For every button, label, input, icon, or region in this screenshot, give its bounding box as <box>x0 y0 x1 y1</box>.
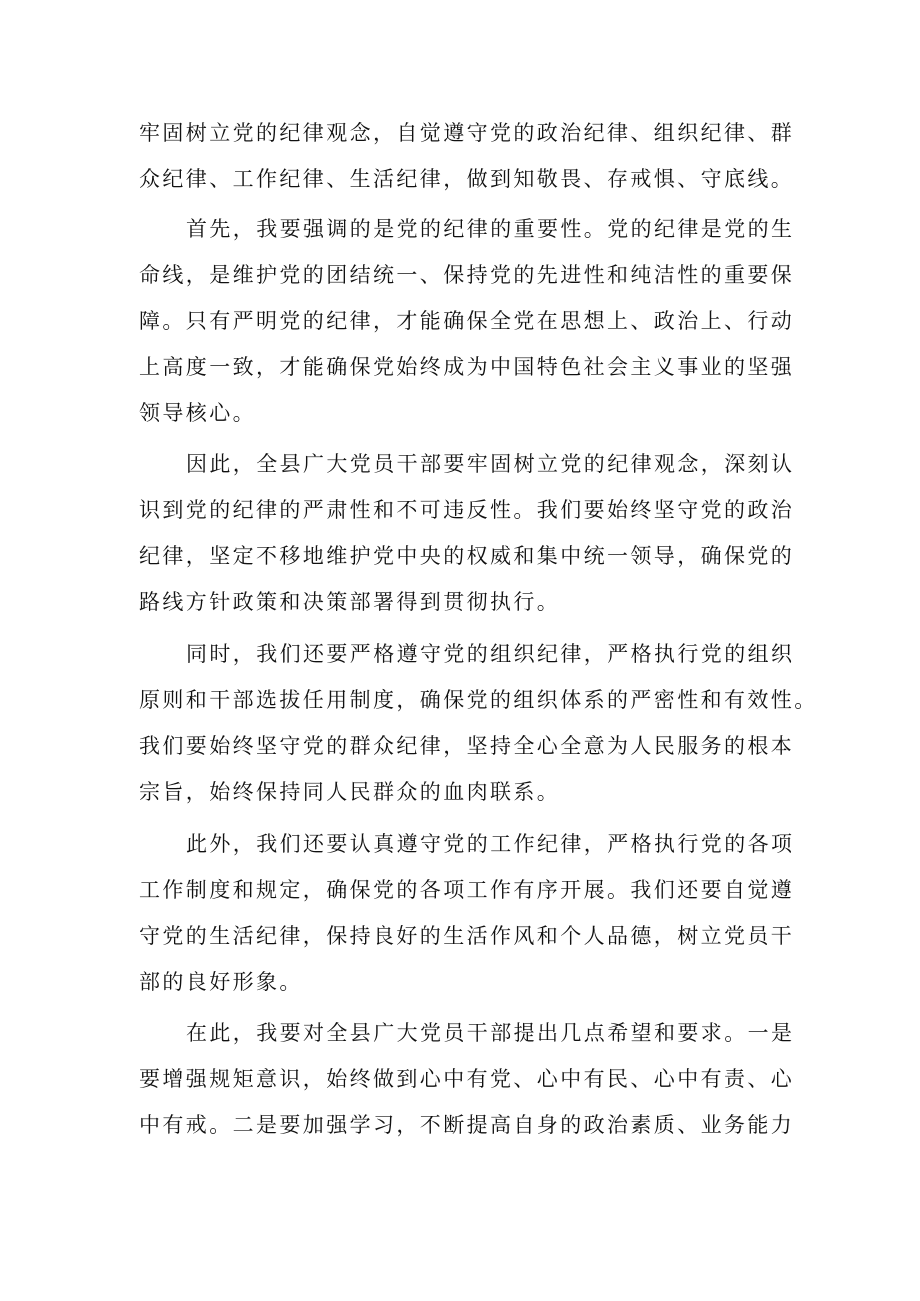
paragraph-4-line-3: 我们要始终坚守党的群众纪律，坚持全心全意为人民服务的根本 <box>139 734 795 758</box>
paragraph-5-line-1: 此外，我们还要认真遵守党的工作纪律，严格执行党的各项 <box>186 832 795 856</box>
paragraph-6-line-2: 要增强规矩意识，始终做到心中有党、心中有民、心中有责、心 <box>139 1067 795 1091</box>
paragraph-1-line-1: 牢固树立党的纪律观念，自觉遵守党的政治纪律、组织纪律、群 <box>139 121 795 145</box>
paragraph-3-line-4: 路线方针政策和决策部署得到贯彻执行。 <box>139 590 561 614</box>
paragraph-1-line-2: 众纪律、工作纪律、生活纪律，做到知敬畏、存戒惧、守底线。 <box>139 167 795 191</box>
paragraph-5-line-3: 守党的生活纪律，保持良好的生活作风和个人品德，树立党员干 <box>139 924 795 948</box>
paragraph-2-line-4: 上高度一致，才能确保党始终成为中国特色社会主义事业的坚强 <box>139 355 795 379</box>
paragraph-3-line-1: 因此，全县广大党员干部要牢固树立党的纪律观念，深刻认 <box>186 452 795 476</box>
paragraph-4-line-2: 原则和干部选拔任用制度，确保党的组织体系的严密性和有效性。 <box>139 688 818 712</box>
paragraph-5-line-4: 部的良好形象。 <box>139 970 303 994</box>
paragraph-3-line-3: 纪律，坚定不移地维护党中央的权威和集中统一领导，确保党的 <box>139 544 795 568</box>
paragraph-6-line-3: 中有戒。二是要加强学习，不断提高自身的政治素质、业务能力 <box>139 1113 795 1137</box>
paragraph-2-line-5: 领导核心。 <box>139 401 256 425</box>
paragraph-6-line-1: 在此，我要对全县广大党员干部提出几点希望和要求。一是 <box>186 1021 795 1045</box>
paragraph-4-line-1: 同时，我们还要严格遵守党的组织纪律，严格执行党的组织 <box>186 642 795 666</box>
paragraph-2-line-2: 命线，是维护党的团结统一、保持党的先进性和纯洁性的重要保 <box>139 263 795 287</box>
paragraph-2-line-1: 首先，我要强调的是党的纪律的重要性。党的纪律是党的生 <box>186 217 795 241</box>
paragraph-2-line-3: 障。只有严明党的纪律，才能确保全党在思想上、政治上、行动 <box>139 309 795 333</box>
paragraph-4-line-4: 宗旨，始终保持同人民群众的血肉联系。 <box>139 780 561 804</box>
paragraph-5-line-2: 工作制度和规定，确保党的各项工作有序开展。我们还要自觉遵 <box>139 878 795 902</box>
paragraph-3-line-2: 识到党的纪律的严肃性和不可违反性。我们要始终坚守党的政治 <box>139 498 795 522</box>
